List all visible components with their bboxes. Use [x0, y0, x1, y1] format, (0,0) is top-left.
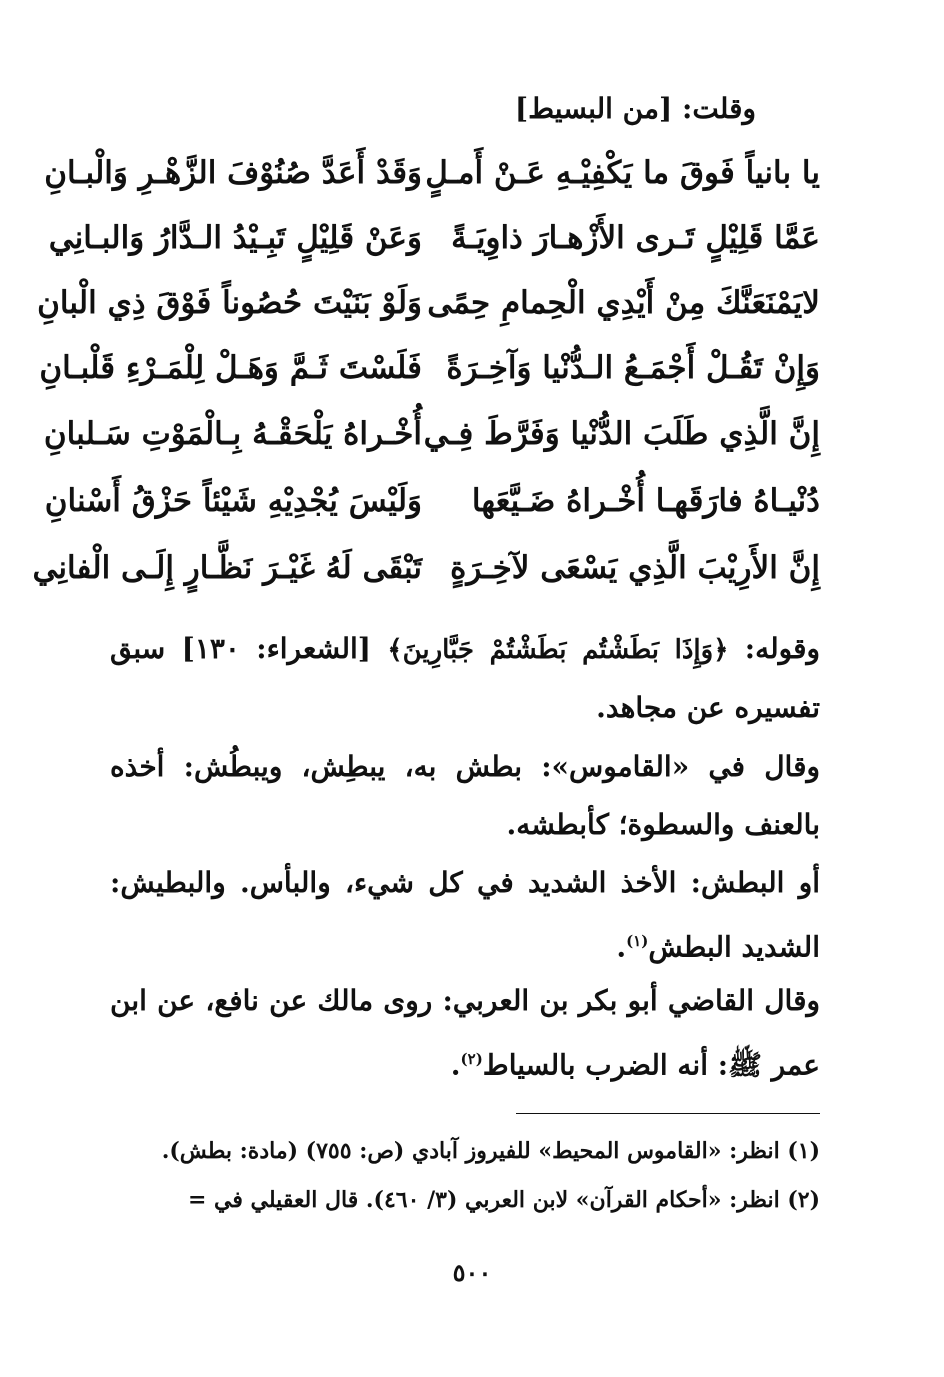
- paragraph-quran-reference: [110, 620, 820, 737]
- verse-row: [0, 350, 944, 412]
- footnote-divider: [516, 1113, 820, 1114]
- verse-second-hemistich: وَلَيْسَ يُجْدِيْهِ شَيْئاً حَزْقُ أَسْنانِ: [44, 483, 422, 519]
- verse-row: [0, 550, 944, 612]
- footnote: (١) انظر: «القاموس المحيط» للفيروز آبادي (ص: ٧٥٥) (مادة: بطش).: [161, 1138, 820, 1164]
- verse-first-hemistich: يا بانياً فَوقَ ما يَكْفِيْـهِ عَـنْ أَمـلٍ: [425, 155, 820, 191]
- page-number: ٥٠٠: [452, 1258, 492, 1287]
- paragraph-end: .: [616, 930, 627, 964]
- verse-first-hemistich: لايَمْنَعَنَّكَ مِنْ أَيْدِي الْحِمامِ حِمًى: [427, 285, 820, 321]
- paragraph-lead: وقوله:: [744, 632, 820, 665]
- verse-second-hemistich: وَلَوْ بَنَيْتَ حُصُوناً فَوْقَ ذِي الْبانِ: [37, 285, 422, 321]
- paragraph-ibn-arabi: [110, 972, 820, 1094]
- paragraph-end: .: [450, 1048, 461, 1082]
- verse-first-hemistich: دُنْيـاهُ فارَقَهـا أُخْـراهُ ضَـيَّعَها: [471, 483, 820, 519]
- verse-first-hemistich: عَمَّا قَلِيْلٍ تَـرى الأَزْهـارَ ذاوِيَـةً: [451, 220, 820, 256]
- footnote-marker: (٢): [460, 1050, 483, 1068]
- footnote-marker: (١): [626, 932, 649, 950]
- verse-row: [0, 220, 944, 282]
- verse-second-hemistich: فَلَسْتَ ثَـمَّ وَهَـلْ لِلْمَـرْءِ قَلْبـانِ: [39, 350, 422, 386]
- poem-intro: وقلت: [من البسيط]: [514, 92, 756, 125]
- verse-second-hemistich: وَعَنْ قَلِيْلٍ تَبِـيْدُ الـدَّارُ وَالبـانِي: [48, 220, 422, 256]
- verse-row: [0, 416, 944, 478]
- verse-row: [0, 483, 944, 545]
- paragraph-text: وقال القاضي أبو بكر بن العربي: روى مالك عن نافع، عن ابن عمر ﷺ: أنه الضرب بالسياط: [110, 984, 820, 1082]
- verse-row: [0, 155, 944, 217]
- quran-verse: ﴿وَإِذَا بَطَشْتُم بَطَشْتُمْ جَبَّارِينَ﴾: [387, 635, 729, 665]
- verse-first-hemistich: وَإِنْ تَقُـلْ أَجْمَـعُ الـدُّنْيا وَآخِـرَةً: [446, 350, 820, 386]
- paragraph-definition: [110, 854, 820, 976]
- verse-second-hemistich: تَبْقَى لَهُ غَيْـرَ نَظَّـارٍ إِلَـى الْفانِي: [32, 550, 422, 586]
- verse-first-hemistich: إِنَّ الأَرِيْبَ الَّذِي يَسْعَى لآخِـرَةٍ: [450, 550, 820, 586]
- verse-first-hemistich: إِنَّ الَّذِي طَلَبَ الدُّنْيا وَفَرَّطَ فِـي: [423, 416, 820, 452]
- verse-second-hemistich: وَقَدْ أَعَدَّ صُنُوْفَ الزَّهْـرِ وَالْبـانِ: [44, 155, 422, 191]
- paragraph-qamus: وقال في «القاموس»: بطش به، يبطِش، ويبطُش: أخذه بالعنف والسطوة؛ كأبطشه.: [110, 750, 820, 841]
- verse-row: [0, 285, 944, 347]
- paragraph-text: [الشعراء: ١٣٠] سبق تفسيره عن مجاهد.: [110, 632, 820, 724]
- verse-second-hemistich: أُخْـراهُ يَلْحَقْـهُ بِـالْمَوْتِ سَـلبانِ: [43, 416, 422, 452]
- paragraph-text: أو البطش: الأخذ الشديد في كل شيء، والبأس. والبطيش: الشديد البطش: [110, 866, 820, 964]
- footnote: (٢) انظر: «أحكام القرآن» لابن العربي (٣/ ٤٦٠). قال العقيلي في =: [187, 1187, 820, 1213]
